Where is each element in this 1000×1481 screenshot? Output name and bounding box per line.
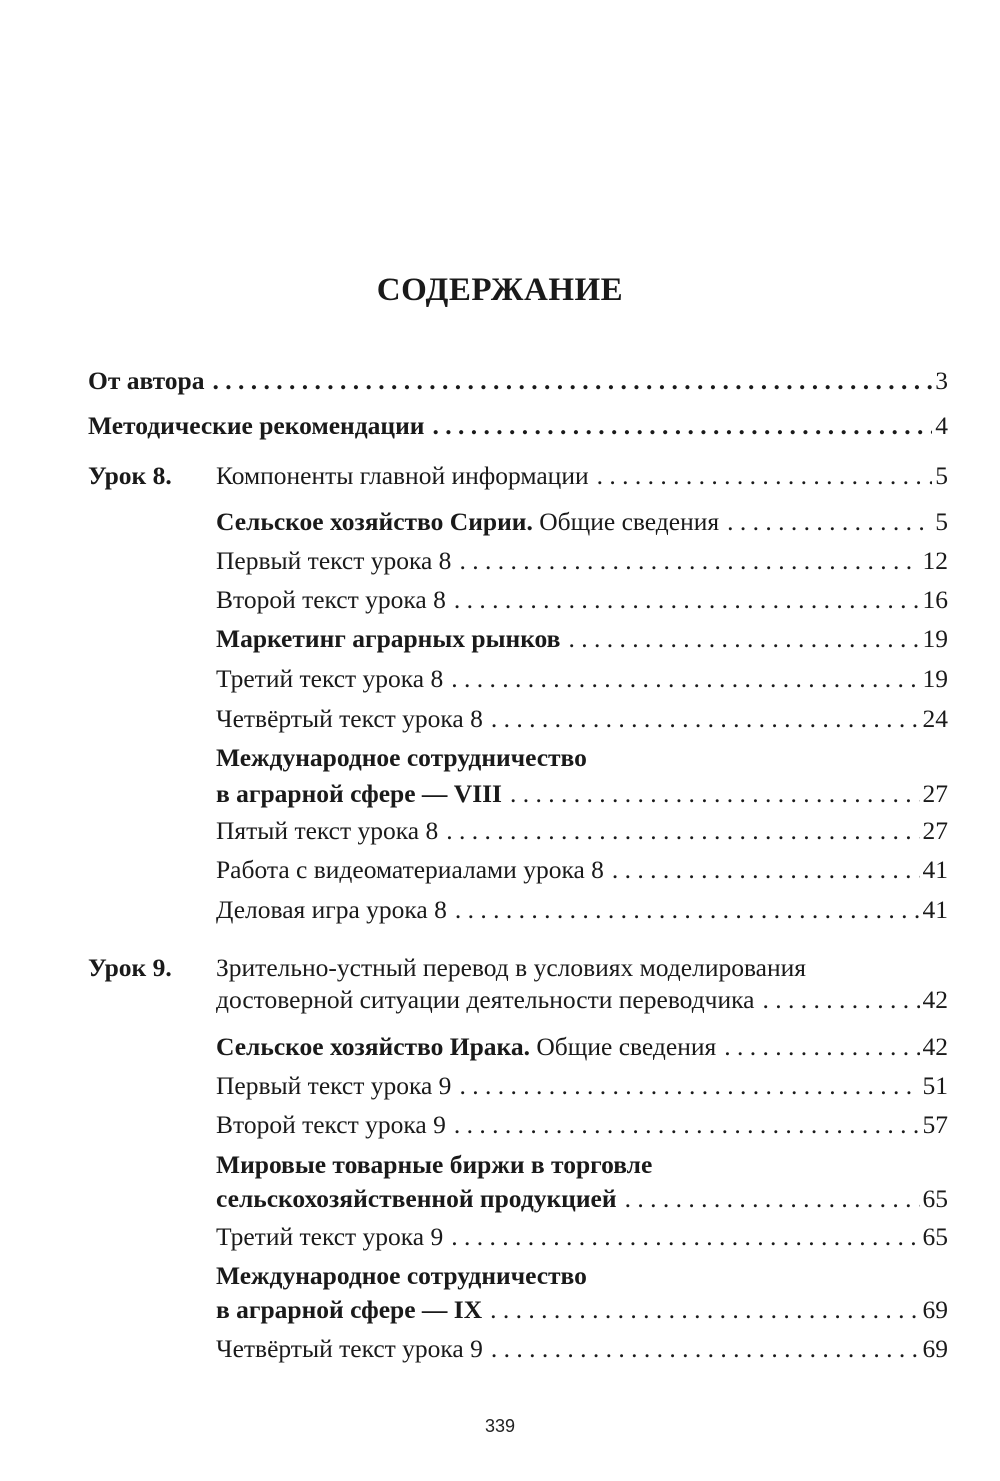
toc-entry-label: Первый текст урока 8 — [216, 546, 452, 575]
toc-entry-label: Четвёртый текст урока 8 — [216, 704, 483, 733]
dot-leader — [568, 623, 919, 655]
page-title: СОДЕРЖАНИЕ — [376, 272, 624, 308]
dot-leader — [597, 460, 933, 492]
dot-leader — [625, 1183, 920, 1215]
toc-page-number: 69 — [922, 1334, 948, 1363]
dot-leader — [490, 1294, 919, 1326]
toc-entry-lesson9-topic[interactable] — [216, 952, 948, 1016]
toc-entry-bold-label: в аграрной сфере — VIII — [216, 779, 502, 808]
dot-leader — [459, 545, 919, 577]
toc-entry-label: Работа с видеоматериалами урока 8 — [216, 855, 604, 884]
toc-entry[interactable] — [216, 1070, 948, 1102]
dot-leader — [491, 703, 920, 735]
toc-entry-label: Деловая игра урока 8 — [216, 895, 447, 924]
toc-page-number: 19 — [922, 664, 948, 693]
toc-entry[interactable] — [216, 894, 948, 926]
toc-page-number: 57 — [922, 1110, 948, 1139]
toc-entry-from-author[interactable] — [88, 365, 948, 397]
toc-entry[interactable] — [216, 703, 948, 735]
toc-entry-label: Общие сведения — [529, 1032, 717, 1061]
toc-entry[interactable] — [216, 1221, 948, 1253]
toc-page-number: 16 — [922, 585, 948, 614]
toc-entry-multiline[interactable] — [216, 1260, 948, 1326]
toc-entry-multiline[interactable] — [216, 1149, 948, 1215]
lesson-8-label: Урок 8. — [88, 461, 172, 490]
toc-page-number: 5 — [935, 507, 948, 536]
toc-entry[interactable] — [216, 623, 948, 655]
toc-entry-lesson8-topic[interactable] — [216, 460, 948, 492]
toc-page-number: 41 — [922, 855, 948, 884]
toc-entry-line1: Зрительно-устный перевод в условиях моделирования — [216, 953, 807, 982]
lesson-9-label: Урок 9. — [88, 953, 172, 982]
dot-leader — [451, 1221, 919, 1253]
toc-entry-label: Пятый текст урока 8 — [216, 816, 439, 845]
dot-leader — [432, 410, 932, 442]
toc-page-number: 69 — [922, 1295, 948, 1324]
toc-entry-label: Методические рекомендации — [88, 411, 425, 440]
toc-page-number: 4 — [935, 411, 948, 440]
toc-entry[interactable] — [216, 1031, 948, 1063]
toc-entry[interactable] — [216, 815, 948, 847]
dot-leader — [454, 1109, 920, 1141]
toc-entry-label: Второй текст урока 9 — [216, 1110, 446, 1139]
toc-entry[interactable] — [216, 584, 948, 616]
dot-leader — [446, 815, 919, 847]
toc-entry[interactable] — [216, 663, 948, 695]
toc-entry[interactable] — [216, 545, 948, 577]
toc-entry-bold-label: Сельское хозяйство Сирии. — [216, 507, 533, 536]
dot-leader — [455, 894, 920, 926]
toc-entry[interactable] — [216, 1109, 948, 1141]
toc-page-number: 41 — [922, 895, 948, 924]
toc-page-number: 42 — [922, 1032, 948, 1061]
toc-entry-bold-label: в аграрной сфере — IX — [216, 1295, 483, 1324]
dot-leader — [510, 778, 920, 810]
toc-page-number: 19 — [922, 624, 948, 653]
toc-entry-bold-label: Сельское хозяйство Ирака. — [216, 1032, 530, 1061]
toc-page-number: 5 — [935, 461, 948, 490]
toc-entry[interactable] — [216, 506, 948, 538]
toc-entry-bold-line1: Мировые товарные биржи в торговле — [216, 1150, 653, 1179]
toc-entry-label: Четвёртый текст урока 9 — [216, 1334, 483, 1363]
toc-page-number: 3 — [935, 366, 948, 395]
dot-leader — [491, 1333, 920, 1365]
toc-entry-multiline[interactable] — [216, 742, 948, 810]
toc-entry-bold-label: Маркетинг аграрных рынков — [216, 624, 561, 653]
toc-page-number: 65 — [922, 1184, 948, 1213]
toc-page-number: 12 — [922, 546, 948, 575]
dot-leader — [727, 506, 932, 538]
toc-entry-bold-line1: Международное сотрудничество — [216, 1261, 587, 1290]
toc-page-number: 65 — [922, 1222, 948, 1251]
toc-page-number: 24 — [922, 704, 948, 733]
toc-page-number: 42 — [922, 985, 948, 1014]
toc-page-number: 27 — [922, 779, 948, 808]
toc-page-number: 51 — [922, 1071, 948, 1100]
toc-entry-label: Компоненты главной информации — [216, 461, 589, 490]
toc-entry[interactable] — [216, 854, 948, 886]
toc-entry-label: Первый текст урока 9 — [216, 1071, 452, 1100]
dot-leader — [762, 984, 919, 1016]
toc-entry-label: Общие сведения — [532, 507, 720, 536]
dot-leader — [454, 584, 920, 616]
toc-entry-label: достоверной ситуации деятельности переводчика — [216, 985, 755, 1014]
dot-leader — [213, 365, 933, 397]
toc-entry-bold-label: сельскохозяйственной продукцией — [216, 1184, 617, 1213]
toc-entry-bold-line1: Международное сотрудничество — [216, 743, 587, 772]
dot-leader — [459, 1070, 919, 1102]
toc-entry-methodology[interactable] — [88, 410, 948, 442]
dot-leader — [724, 1031, 919, 1063]
toc-entry-label: Третий текст урока 8 — [216, 664, 444, 693]
dot-leader — [451, 663, 919, 695]
dot-leader — [612, 854, 920, 886]
toc-entry-label: Третий текст урока 9 — [216, 1222, 444, 1251]
toc-entry-label: От автора — [88, 366, 205, 395]
toc-entry-label: Второй текст урока 8 — [216, 585, 446, 614]
toc-page-number: 27 — [922, 816, 948, 845]
toc-entry[interactable] — [216, 1333, 948, 1365]
page-number: 339 — [484, 1416, 516, 1436]
